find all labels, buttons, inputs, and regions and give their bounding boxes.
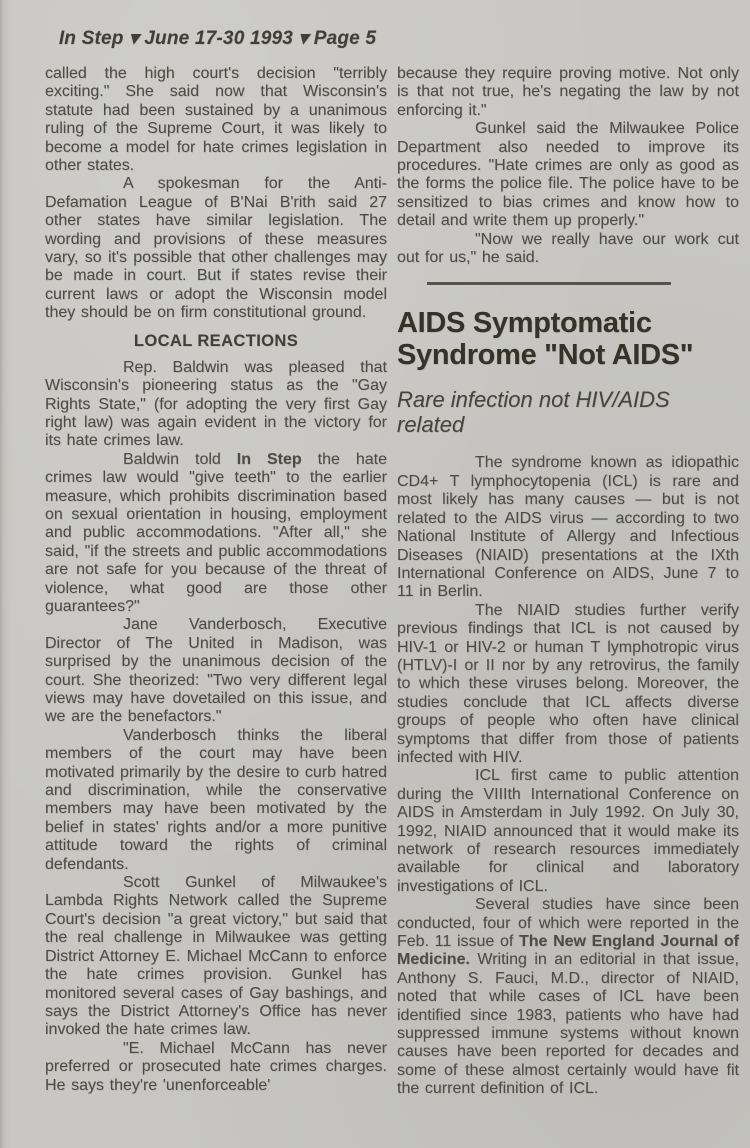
paragraph [45,65,387,175]
body-text: ICL first came to public attention during the VIIIth International Conference on AIDS in Amsterdam in July 1992. On July 30, 1992, NIAID announced that it would make its network of research resources immediately available for clinical and laboratory investigations of ICL. [397,767,739,895]
paragraph [45,616,387,726]
paragraph [45,451,387,617]
paragraph [397,120,739,230]
body-text: Baldwin told [123,450,237,468]
body-text: Writing in an editorial in that issue, Anthony S. Fauci, M.D., director of NIAID, noted that while cases of ICL have been identified since 1983, patients who have had suppressed immune systems without known causes have been reported for decades and some of these almost certainly would have fit the current definition of ICL. [397,951,739,1098]
right-column [397,65,739,1099]
paragraph [397,231,739,268]
paragraph [45,727,387,874]
body-text: Gunkel said the Milwaukee Police Department also needed to improve its procedures. "Hate crimes are only as good as the forms the police file. The police have to be sensitized to bias crimes and know how to detail and write them up properly." [397,120,739,230]
body-text: Vanderbosch thinks the liberal members of the court may have been motivated primarily by the desire to curb hatred and discrimination, while the conservative members may have been motivated by the belief in states' rights and/or a more punitive attitude toward the rights of criminal defendants. [45,726,387,873]
bold-text: In Step [236,450,302,468]
paragraph [45,1040,387,1095]
body-text: because they require proving motive. Not only is that not true, he's negating the law by not enforcing it." [397,65,739,119]
body-text: called the high court's decision "terribly exciting." She said now that Wisconsin's statute had been sustained by a unanimous ruling of the Supreme Court, it was likely to become a model for hate crimes legislation in other states. [45,65,387,175]
page-header: In Step ▾ June 17-30 1993 ▾ Page 5 [58,28,377,49]
left-column [45,65,387,1095]
paragraph [397,896,739,1098]
paragraph [45,175,387,322]
body-text: The NIAID studies further verify previous findings that ICL is not caused by HIV-1 or HIV-2 or human T lymphotropic virus (HTLV)-I or II nor by any retrovirus, the family to which these viruses belong. Moreover, the studies conclude that ICL affects diverse groups of people who often have clinical symptoms that differ from those of patients infected with HIV. [397,601,739,766]
body-text: "Now we really have our work cut out for us," he said. [397,230,739,267]
body-text: The syndrome known as idiopathic CD4+ T lymphocytopenia (ICL) is rare and most likely has many causes — but is not related to the AIDS virus — according to two National Institute of Allergy and Infectious Diseases (NIAID) presentations at the IXth International Conference on AIDS, June 7 to 11 in Berlin. [397,454,739,601]
article-subhead: Rare infection not HIV/AIDS related [397,387,670,438]
body-text: Scott Gunkel of Milwaukee's Lambda Rights Network called the Supreme Court's decision "a great victory," but said that the real challenge in Milwaukee was getting District Attorney E. Michael McCann to enforce the hate crimes provision. Gunkel has monitored several cases of Gay bashings, and says the District Attorney's Office has never invoked the hate crimes law. [45,874,387,1039]
article-columns [0,50,750,1099]
body-text: the hate crimes law would "give teeth" to the earlier measure, which prohibits discrimination based on sexual orientation in housing, employment and public accommodations. "After all," she said, "if the streets and public accommodations are not safe for you because of the threat of violence, what good are those other guarantees?" [45,450,387,615]
paragraph [397,454,739,601]
body-text: "E. Michael McCann has never preferred or prosecuted hate crimes charges. He says they're 'unenforceable' [45,1039,387,1094]
paragraph [397,65,739,120]
body-text: Rep. Baldwin was pleased that Wisconsin's pioneering status as the "Gay Rights State," (for adopting the very first Gay right law) was again evident in the victory for its hate crimes law. [45,358,387,450]
bold-text: The New England Journal of Medicine. [397,933,739,969]
section-divider [427,282,671,285]
article-headline: AIDS Symptomatic Syndrome "Not AIDS" [397,307,694,372]
paragraph [397,767,739,896]
paragraph [45,359,387,451]
section-heading: LOCAL REACTIONS [133,331,299,350]
body-text: Jane Vanderbosch, Executive Director of The United in Madison, was surprised by the unanimous decision of the court. She theorized: "Two very different legal views may have dovetailed on this issue, and we are the benefactors." [45,616,387,726]
body-text: A spokesman for the Anti-Defamation League of B'Nai B'rith said 27 other states have similar legislation. The wording and provisions of these measures vary, so it's possible that other challenges may be made in court. But if states revise their current laws or adopt the Wisconsin model they should be on firm constitutional ground. [45,175,387,322]
body-text: Several studies have since been conducted, four of which were reported in the Feb. 11 issue of [397,896,739,951]
paragraph [397,602,739,768]
paragraph [45,874,387,1040]
